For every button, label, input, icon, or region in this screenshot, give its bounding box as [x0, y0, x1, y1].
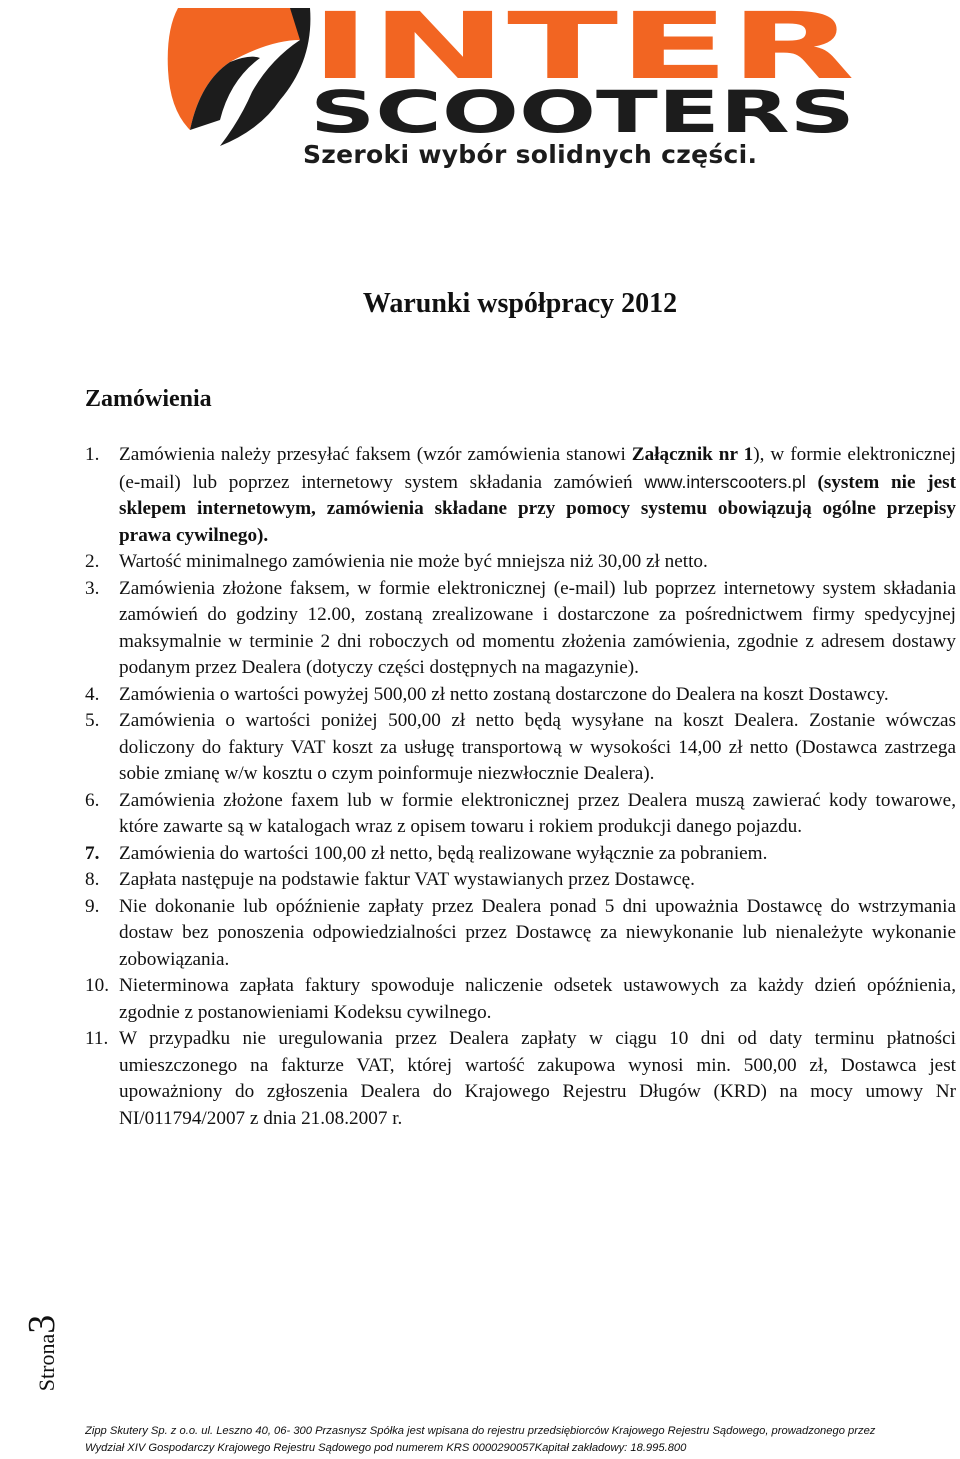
- item-number: 4.: [85, 683, 100, 705]
- list-item: [85, 442, 956, 549]
- item-text: Zamówienia złożone faksem, w formie elektronicznej (e-mail) lub poprzez internetowy system składania zamówień do godziny 12.00, zostaną zrealizowane i dostarczone za pośrednictwem firmy spedycyjnej maksymalnie w terminie 2 dni roboczych od momentu złożenia zamówienia, zgodnie z adresem dostawy podanym przez Dealera (dotyczy części dostępnych na magazynie).: [119, 577, 956, 678]
- website-link[interactable]: www.interscooters.pl: [644, 471, 806, 492]
- item-number: 8.: [85, 869, 100, 890]
- item-number: 2.: [85, 551, 100, 572]
- item-number: 6.: [85, 789, 100, 811]
- page-label-word: Strona: [34, 1333, 59, 1392]
- item-number: 5.: [85, 710, 100, 731]
- company-footer: [85, 1423, 960, 1457]
- item-number: 10.: [85, 975, 109, 996]
- logo-swoosh-icon: [168, 8, 311, 146]
- list-item: [85, 973, 956, 1026]
- item-text: Zamówienia złożone faxem lub w formie elektronicznej przez Dealera muszą zawierać kody towarowe, które zawarte są w katalogach wraz z opisem towaru i rokiem produkcji danego pojazdu.: [119, 789, 956, 837]
- item-text: Zamówienia o wartości powyżej 500,00 zł netto zostaną dostarczone do Dealera na koszt Dostawcy.: [119, 683, 889, 705]
- logo-slogan: Szeroki wybór solidnych części.: [303, 140, 758, 169]
- list-item: [85, 682, 956, 709]
- logo-brand-bottom: SCOOTERS: [310, 78, 855, 146]
- item-number: 3.: [85, 577, 100, 599]
- logo-brand-top: INTER: [310, 0, 855, 100]
- list-item: [85, 867, 956, 894]
- page-title: Warunki współpracy 2012: [362, 288, 678, 319]
- item-text: ), w formie elektronicznej (e-mail) lub poprzez internetowy system składania zamówień: [119, 444, 957, 493]
- item-text: Nie dokonanie lub opóźnienie zapłaty przez Dealera ponad 5 dni upoważnia Dostawcę do wstrzymania dostaw bez ponoszenia odpowiedzialności przez Dostawcę za niewykonanie lub nienależyte wykonanie zobowiązania.: [119, 895, 956, 970]
- list-item: [85, 708, 956, 788]
- page-number-label: [20, 1298, 63, 1408]
- section-heading: Zamówienia: [85, 386, 212, 412]
- terms-list: [85, 442, 956, 1132]
- list-item: [85, 549, 956, 576]
- page-number: 3: [21, 1314, 63, 1334]
- item-text: Nieterminowa zapłata faktury spowoduje naliczenie odsetek ustawowych za każdy dzień opóźnienia, zgodnie z postanowieniami Kodeksu cywilnego.: [119, 975, 956, 1023]
- item-text: Zamówienia do wartości 100,00 zł netto, będą realizowane wyłącznie za pobraniem.: [119, 842, 768, 864]
- item-number: 7.: [85, 842, 100, 864]
- item-number: 1.: [85, 444, 100, 465]
- footer-line: Zipp Skutery Sp. z o.o. ul. Leszno 40, 06- 300 Przasnysz Spółka jest wpisana do rejestru przedsiębiorców Krajowego Rejestru Sądowego, prowadzonego przez: [85, 1425, 876, 1437]
- item-text: Zamówienia o wartości poniżej 500,00 zł netto będą wysyłane na koszt Dealera. Zostanie wówczas doliczony do faktury VAT koszt za usługę transportową w wysokości 14,00 zł netto (Dostawca zastrzega sobie zmianę w/w kosztu o czym poinformuje niezwłocznie Dealera).: [119, 710, 956, 784]
- list-item: [85, 841, 956, 868]
- list-item: [85, 1026, 956, 1132]
- item-number: 11.: [85, 1028, 109, 1049]
- item-text: Zapłata następuje na podstawie faktur VAT wystawianych przez Dostawcę.: [119, 869, 695, 890]
- list-item: [85, 576, 956, 682]
- list-item: [85, 788, 956, 841]
- attachment-ref: Załącznik nr 1: [631, 444, 754, 465]
- footer-line: Wydział XIV Gospodarczy Krajowego Rejestru Sądowego pod numerem KRS 0000290057Kapitał zakładowy: 18.995.800: [85, 1442, 687, 1454]
- item-text: Wartość minimalnego zamówienia nie może być mniejsza niż 30,00 zł netto.: [119, 551, 708, 572]
- item-text: Zamówienia należy przesyłać faksem (wzór zamówienia stanowi: [119, 444, 632, 465]
- list-item: [85, 894, 956, 974]
- item-text-bold: (system nie jest sklepem internetowym, zamówienia składane przy pomocy systemu obowiązują ogólne przepisy prawa cywilnego).: [119, 471, 957, 546]
- item-number: 9.: [85, 895, 100, 917]
- item-text: W przypadku nie uregulowania przez Dealera zapłaty w ciągu 10 dni od daty terminu płatności umieszczonego na fakturze VAT, której wartość zakupowa wynosi min. 500,00 zł, Dostawca jest upoważniony do zgłoszenia Dealera do Krajowego Rejestru Długów (KRD) na mocy umowy Nr NI/011794/2007 z dnia 21.08.2007 r.: [119, 1028, 956, 1129]
